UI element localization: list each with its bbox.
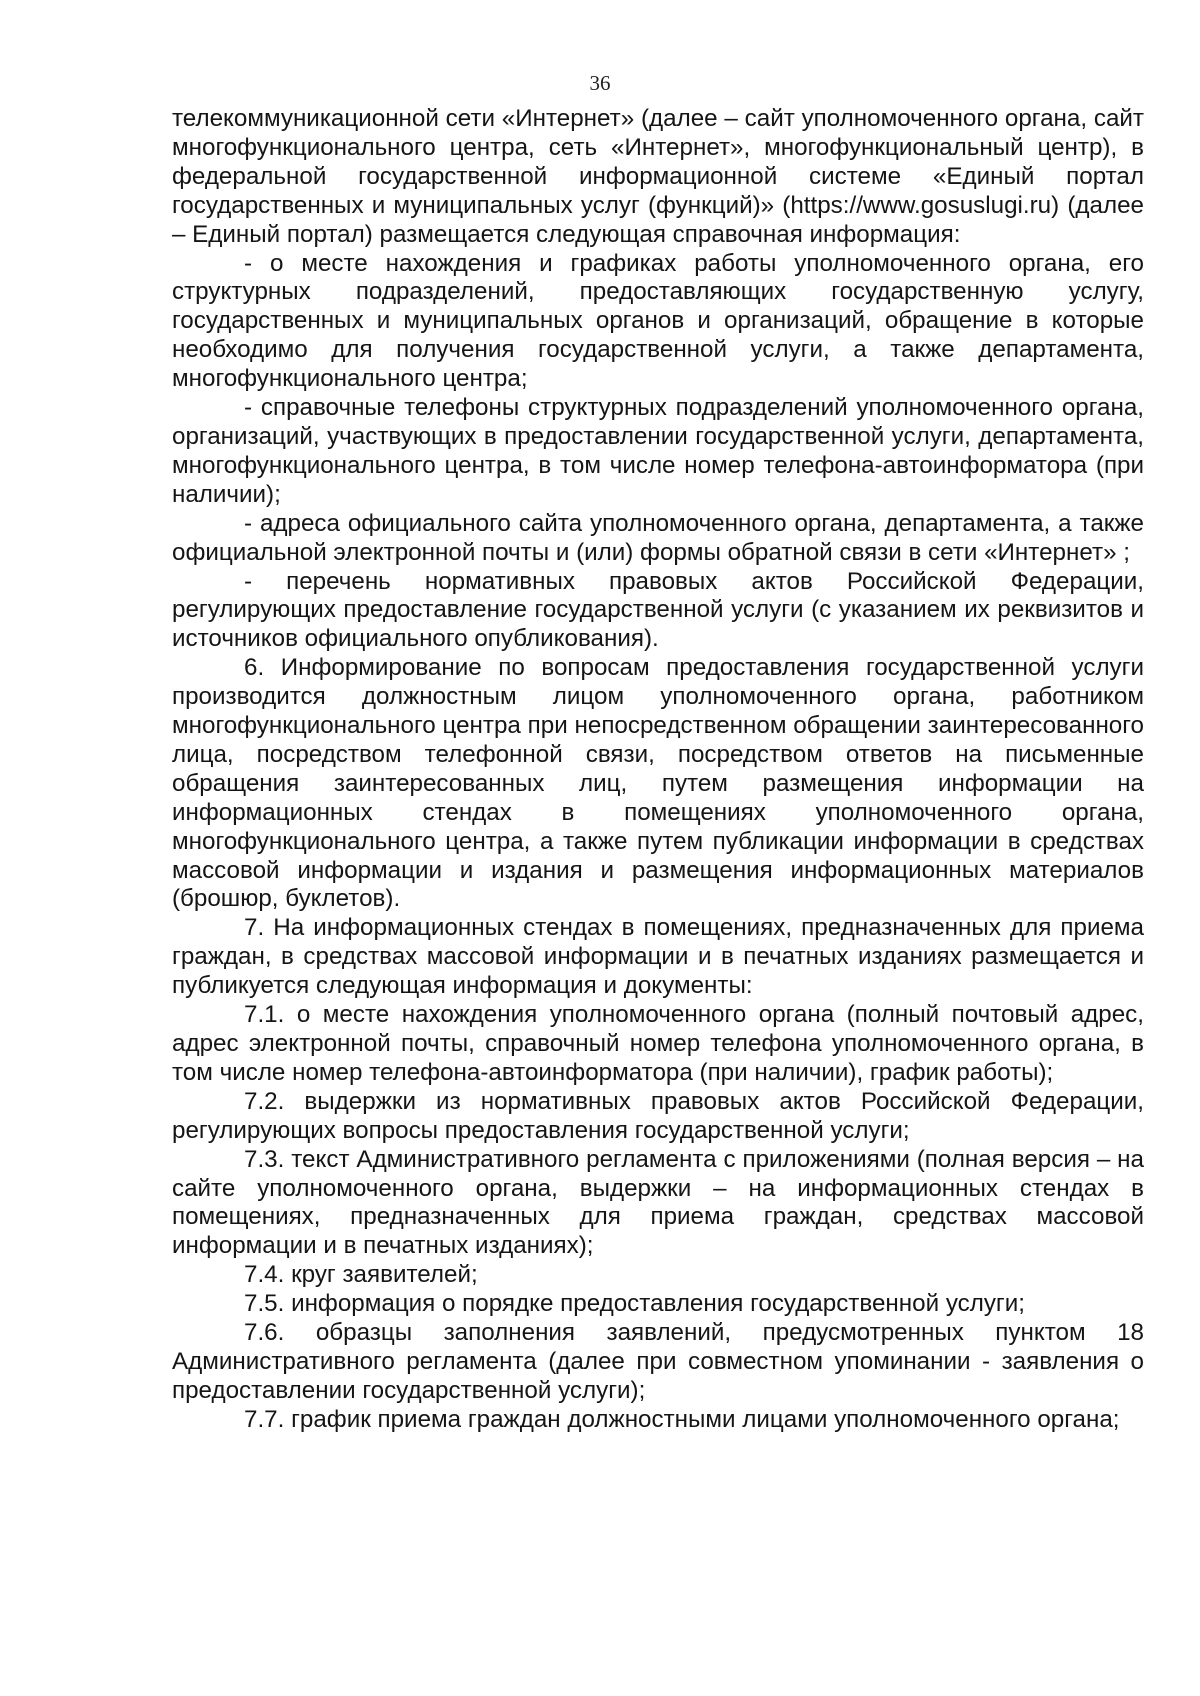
paragraph-reference-phones: - справочные телефоны структурных подразделений уполномоченного органа, организаций, участвующих в предоставлении государственной услуги, департамента, многофункционального центра, в том числе номер телефона-автоинформатора (при наличии); (172, 394, 1144, 508)
paragraph-item-7-2: 7.2. выдержки из нормативных правовых актов Российской Федерации, регулирующих вопросы предоставления государственной услуги; (172, 1087, 1144, 1144)
paragraph-item-6: 6. Информирование по вопросам предоставления государственной услуги производится должностным лицом уполномоченного органа, работником многофункционального центра при непосредственном обращении заинтересованного лица, посредством телефонной связи, посредством ответов на письменные обращения заинтересованных лиц, путем размещения информации на информационных стендах в помещениях уполномоченного органа, многофункционального центра, а также путем публикации информации в средствах массовой информации и издания и размещения информационных материалов (брошюр, буклетов). (172, 654, 1144, 913)
paragraph-item-7-6: 7.6. образцы заполнения заявлений, предусмотренных пунктом 18 Административного регламента (далее при совместном упоминании - заявления о предоставлении государственной услуги); (172, 1319, 1144, 1404)
paragraph-continuation: телекоммуникационной сети «Интернет» (далее – сайт уполномоченного органа, сайт многофункционального центра, сеть «Интернет», многофункциональный центр), в федеральной государственной информационной системе «Единый портал государственных и муниципальных услуг (функций)» (https://www.gosuslugi.ru) (далее – Единый портал) размещается следующая справочная информация: (172, 105, 1144, 248)
paragraph-location-schedule: - о месте нахождения и графиках работы уполномоченного органа, его структурных подразделений, предоставляющих государственную услугу, государственных и муниципальных органов и организаций, обращение в которые необходимо для получения государственной услуги, а также департамента, многофункционального центра; (172, 249, 1144, 393)
paragraph-item-7-7: 7.7. график приема граждан должностными лицами уполномоченного органа; (244, 1405, 1120, 1433)
paragraph-item-7-4: 7.4. круг заявителей; (244, 1261, 478, 1289)
paragraph-item-7-5: 7.5. информация о порядке предоставления государственной услуги; (244, 1290, 1025, 1318)
document-body (172, 105, 1144, 1435)
paragraph-legal-acts-list: - перечень нормативных правовых актов Российской Федерации, регулирующих предоставление государственной услуги (с указанием их реквизитов и источников официального опубликования). (172, 567, 1144, 653)
paragraph-item-7: 7. На информационных стендах в помещениях, предназначенных для приема граждан, в средствах массовой информации и в печатных изданиях размещается и публикуется следующая информация и документы: (172, 914, 1144, 1000)
paragraph-site-addresses: - адреса официального сайта уполномоченного органа, департамента, а также официальной электронной почты и (или) формы обратной связи в сети «Интернет» ; (172, 509, 1144, 566)
paragraph-item-7-3: 7.3. текст Административного регламента с приложениями (полная версия – на сайте уполномоченного органа, выдержки – на информационных стендах в помещениях, предназначенных для приема граждан, средствах массовой информации и в печатных изданиях); (172, 1145, 1144, 1260)
page-number: 36 (589, 71, 611, 95)
paragraph-item-7-1: 7.1. о месте нахождения уполномоченного органа (полный почтовый адрес, адрес электронной почты, справочный номер телефона уполномоченного органа, в том числе номер телефона-автоинформатора (при наличии), график работы); (172, 1001, 1144, 1086)
